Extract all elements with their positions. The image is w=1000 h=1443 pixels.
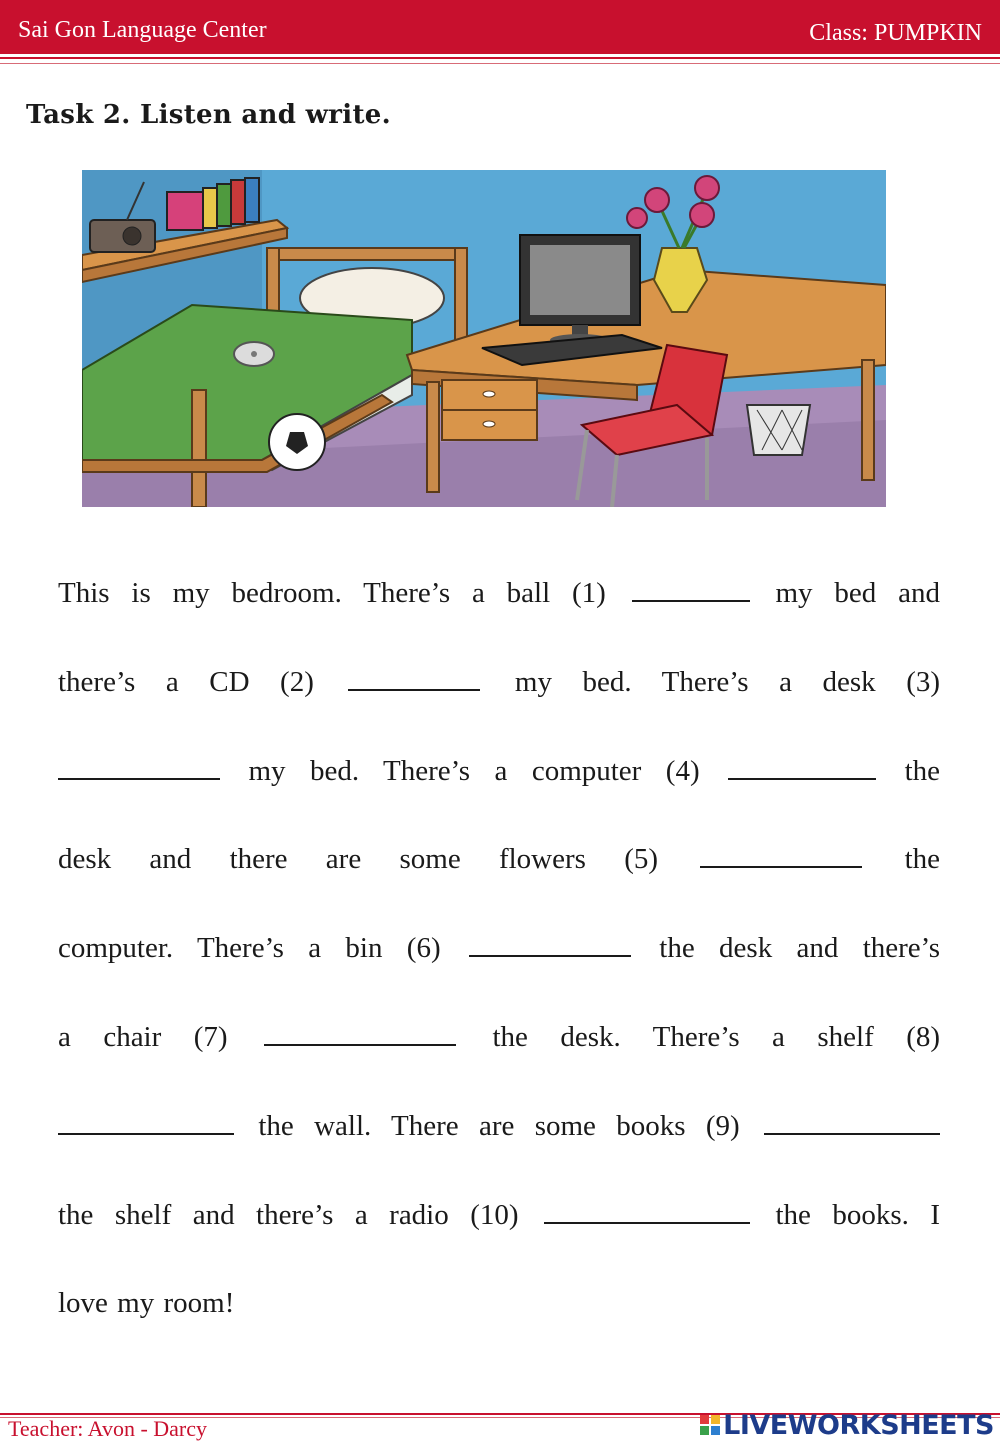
blank-9[interactable]: [764, 1111, 940, 1135]
class-label: Class: PUMPKIN: [809, 20, 982, 46]
passage-line-4: [58, 832, 940, 921]
blank-1[interactable]: [632, 578, 750, 602]
passage-line-9: [58, 1276, 940, 1365]
passage-line-2: [58, 655, 940, 744]
passage-text: love my room!: [58, 1287, 235, 1320]
passage-line-8: [58, 1188, 940, 1277]
blank-6[interactable]: [469, 933, 631, 957]
school-name: Sai Gon Language Center: [18, 17, 267, 43]
passage-text: the: [904, 843, 941, 876]
passage-line-1: [58, 566, 940, 655]
blank-3[interactable]: [58, 756, 220, 780]
passage-text: the books. I: [775, 1198, 941, 1231]
blank-2[interactable]: [348, 667, 480, 691]
passage-text: computer. There’s a bin (6): [58, 932, 441, 965]
blank-8[interactable]: [58, 1111, 234, 1135]
passage-text: my bed. There’s a computer (4): [248, 754, 700, 787]
liveworksheets-logo: [700, 1410, 994, 1440]
bedroom-illustration: [82, 170, 886, 507]
passage-line-6: [58, 1010, 940, 1099]
passage-text: the shelf and there’s a radio (10): [58, 1198, 519, 1231]
logo-text: LIVEWORKSHEETS: [723, 1409, 994, 1441]
header-divider: [0, 57, 1000, 59]
passage-text: my bed and: [775, 577, 940, 609]
task-title: Task 2. Listen and write.: [26, 100, 391, 130]
passage-text: the desk and there’s: [659, 932, 941, 965]
passage-text: the wall. There are some books (9): [258, 1109, 740, 1142]
blank-4[interactable]: [728, 756, 876, 780]
passage-text: the desk. There’s a shelf (8): [492, 1020, 941, 1053]
logo-blocks-icon: [700, 1415, 720, 1435]
passage-text: the: [904, 754, 940, 787]
passage-text: a chair (7): [58, 1020, 228, 1053]
passage: [58, 566, 940, 1365]
passage-text: This is my bedroom. There’s a ball (1): [58, 577, 606, 609]
passage-text: desk and there are some flowers (5): [58, 843, 659, 876]
passage-line-5: [58, 921, 940, 1010]
passage-text: my bed. There’s a desk (3): [514, 665, 941, 698]
blank-5[interactable]: [700, 844, 862, 868]
passage-text: there’s a CD (2): [58, 665, 314, 698]
blank-10[interactable]: [544, 1200, 750, 1224]
page-header: [0, 0, 1000, 54]
passage-line-3: [58, 744, 940, 833]
teacher-name: Teacher: Avon - Darcy: [8, 1416, 208, 1441]
passage-line-7: [58, 1099, 940, 1188]
blank-7[interactable]: [264, 1022, 456, 1046]
header-divider-thin: [0, 63, 1000, 64]
